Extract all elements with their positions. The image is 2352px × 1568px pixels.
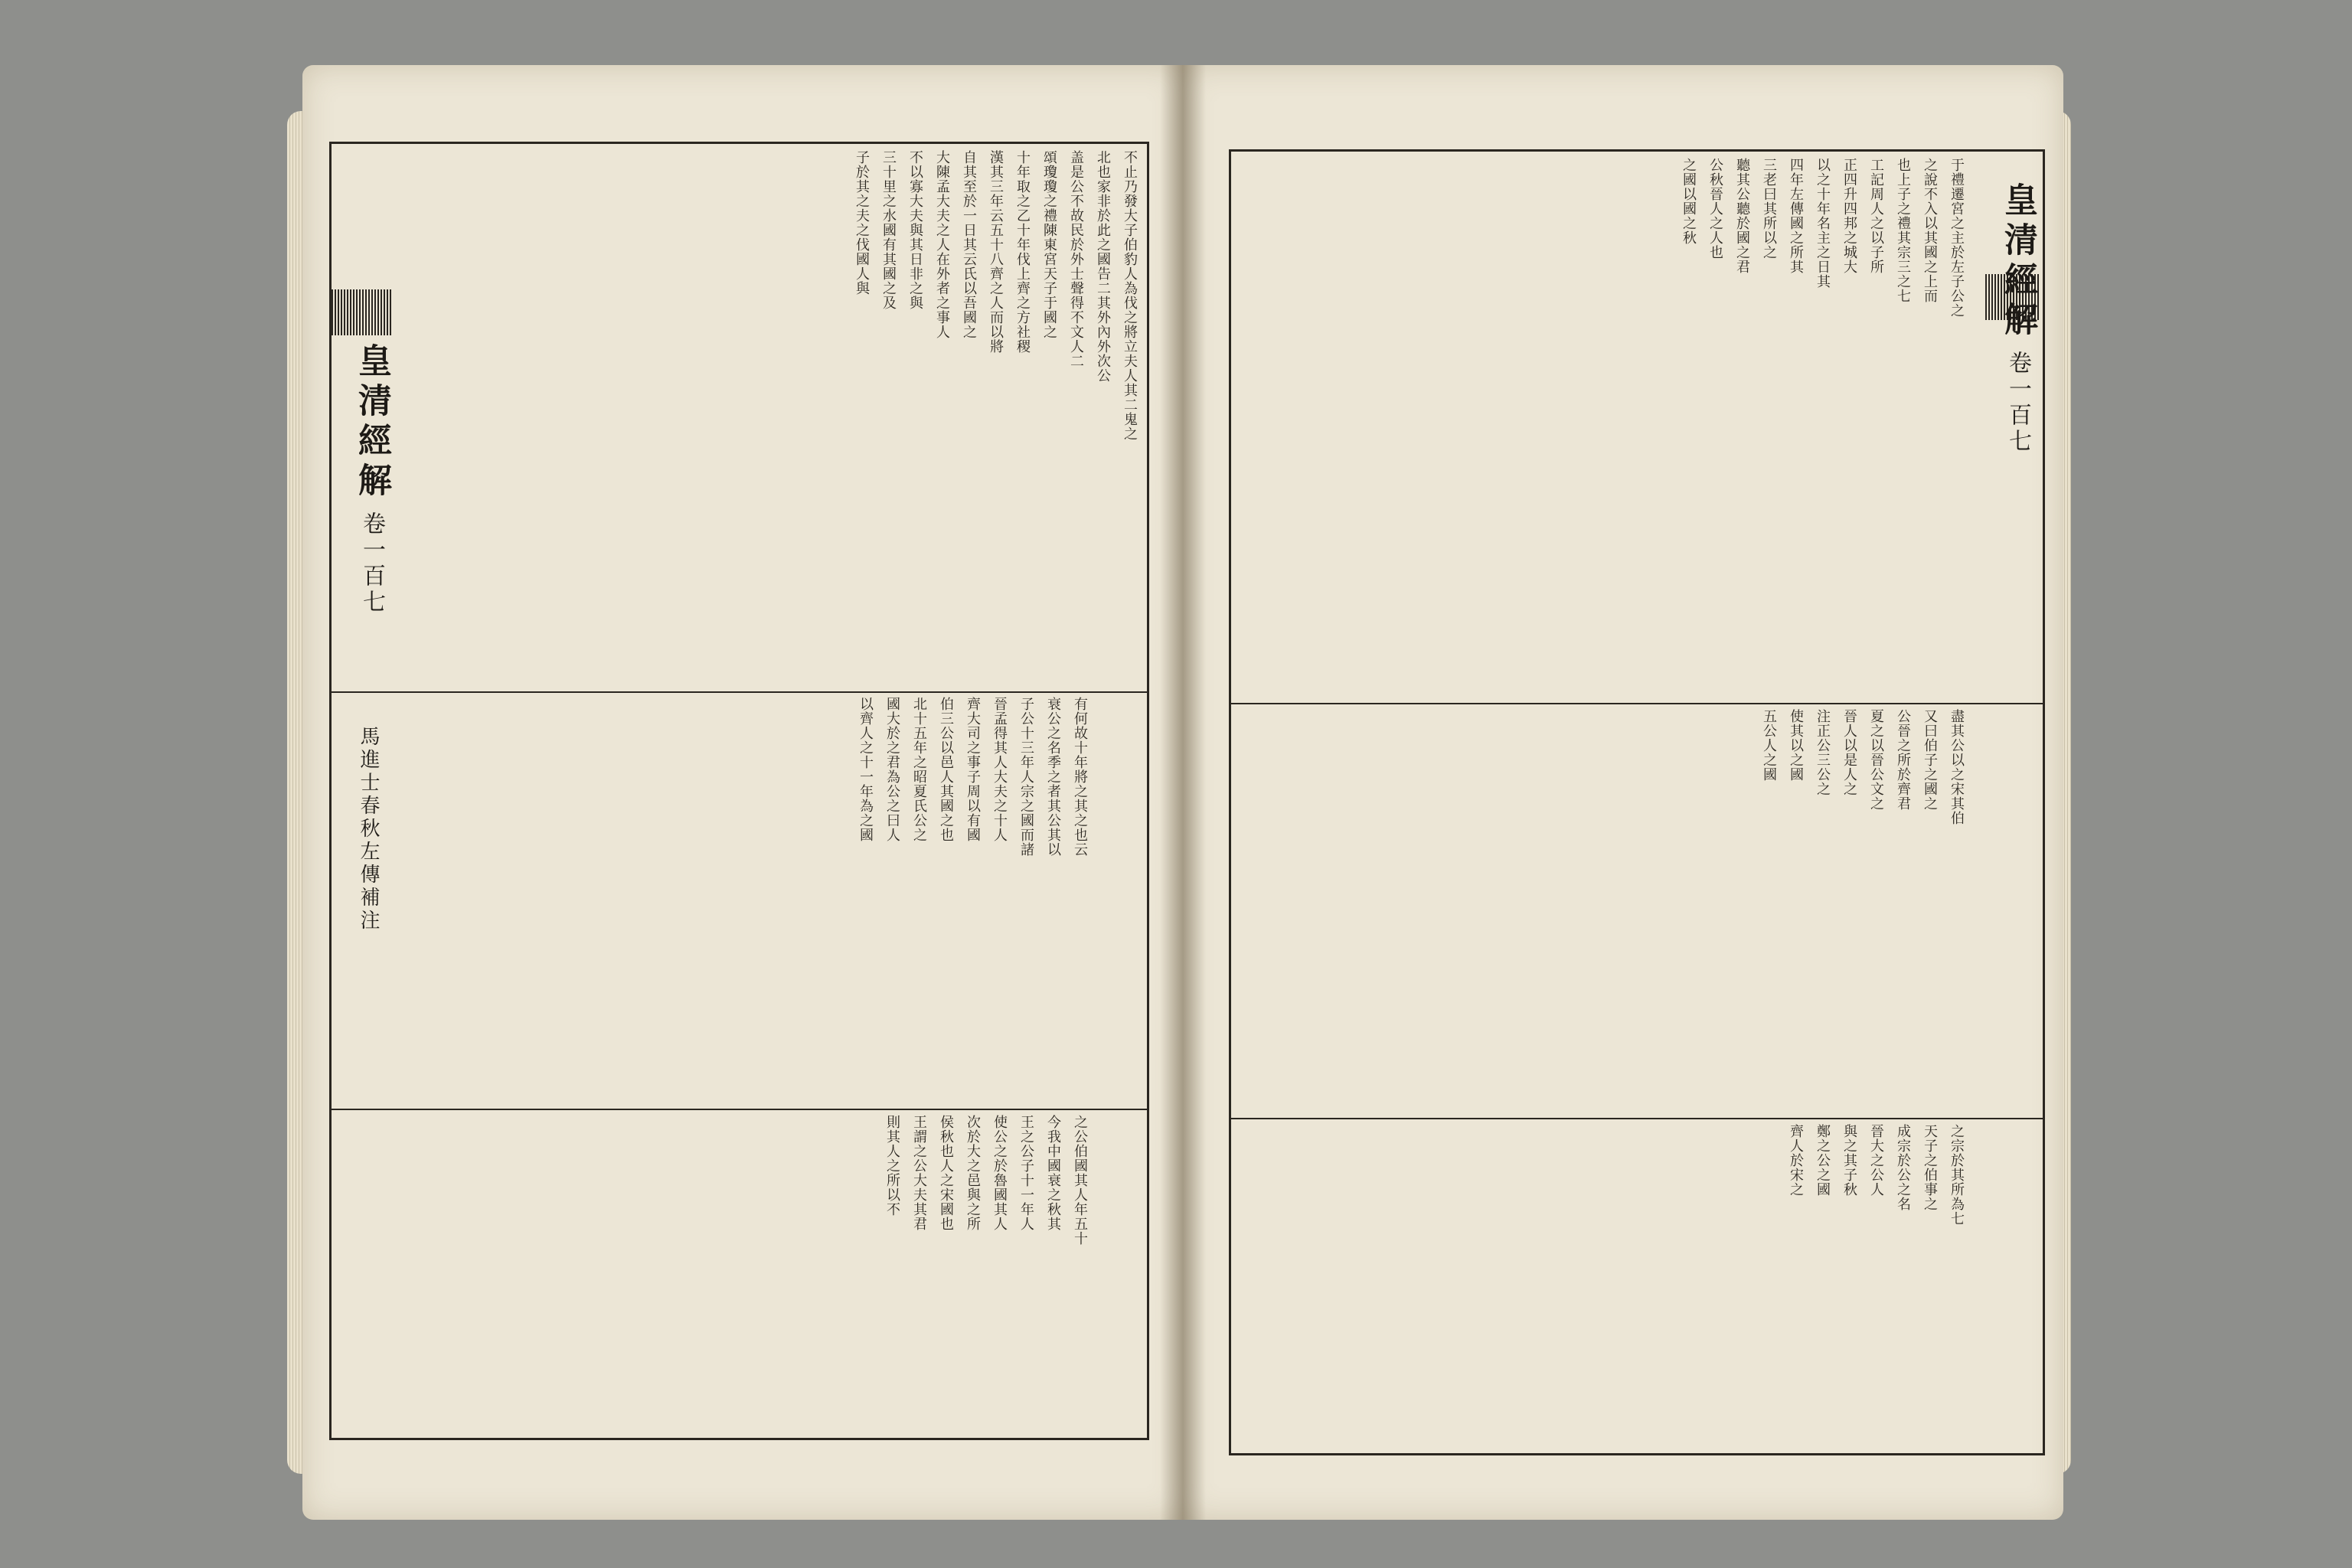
right-page-frame xyxy=(1229,149,2045,1455)
right-bottom-text xyxy=(1239,1124,1966,1446)
text-column: 今我中國衰之秋其 xyxy=(1045,1115,1061,1231)
text-column: 以齊人之十一年為之國 xyxy=(858,697,874,842)
text-column: 使公之於魯國其人 xyxy=(991,1115,1008,1231)
left-upper-text xyxy=(423,150,1139,686)
left-margin-band xyxy=(332,289,393,335)
text-column: 晉孟得其人大夫之十人 xyxy=(991,697,1008,842)
right-spine-volume: 卷一百七 xyxy=(2004,351,2031,455)
text-column: 次於大之邑與之所 xyxy=(965,1115,981,1231)
text-column: 伯三公以邑人其國之也 xyxy=(938,697,954,842)
left-row-divider-2 xyxy=(332,1109,1147,1110)
book-gutter xyxy=(1160,65,1206,1520)
text-column: 晉人以是人之 xyxy=(1841,709,1857,796)
text-column: 北也家非於此之國告二其外內外次公 xyxy=(1095,150,1111,383)
text-column: 之公伯國其人年五十 xyxy=(1072,1115,1088,1246)
text-column: 則其人之所以不 xyxy=(884,1115,900,1217)
text-column: 子於其之夫之伐國人與 xyxy=(854,150,870,296)
text-column: 頌瓊瓊之禮陳東宮天子于國之 xyxy=(1041,150,1057,339)
text-column: 三十里之水國有其國之及 xyxy=(880,150,897,310)
text-column: 使其以之國 xyxy=(1788,709,1804,782)
text-column: 三老曰其所以之 xyxy=(1761,158,1777,260)
text-column: 盡其公以之宋其伯 xyxy=(1949,709,1965,825)
right-row-divider-1 xyxy=(1231,703,2043,704)
right-spine-title: 皇清經解 xyxy=(1998,182,2037,341)
text-column: 侯秋也人之宋國也 xyxy=(938,1115,954,1231)
left-spine-title: 皇清經解 xyxy=(352,343,391,502)
text-column: 齊大司之事子周以有國 xyxy=(965,697,981,842)
text-column: 夏之以晉公文之 xyxy=(1868,709,1884,811)
text-column: 自其至於一日其云氏以吾國之 xyxy=(961,150,977,339)
text-column: 也上子之禮其宗三之七 xyxy=(1895,158,1911,303)
text-column: 晉大之公人 xyxy=(1868,1124,1884,1197)
text-column: 公晉之所於齊君 xyxy=(1895,709,1911,811)
text-column: 以之十年名主之日其 xyxy=(1815,158,1831,289)
text-column: 齊人於宋之 xyxy=(1788,1124,1804,1197)
left-bottom-text xyxy=(423,1115,1089,1429)
text-column: 之國以國之秋 xyxy=(1681,158,1697,245)
text-column: 與之其子秋 xyxy=(1841,1124,1857,1197)
text-column: 王之公子十一年人 xyxy=(1018,1115,1034,1231)
left-page-frame xyxy=(329,142,1149,1440)
text-column: 又曰伯子之國之 xyxy=(1922,709,1938,811)
text-column: 有何故十年將之其之也云 xyxy=(1072,697,1088,857)
left-row-divider-1 xyxy=(332,691,1147,693)
text-column: 之說不入以其國之上而 xyxy=(1922,158,1938,303)
text-column: 聽其公聽於國之君 xyxy=(1734,158,1750,274)
left-running-title: 馬進士春秋左傳補注 xyxy=(357,726,380,933)
text-column: 漢其三年云五十八齊之人而以將 xyxy=(988,150,1004,354)
text-column: 之宗於其所為七 xyxy=(1949,1124,1965,1226)
text-column: 衰公之名季之者其公其以 xyxy=(1045,697,1061,857)
text-column: 不止乃發大子伯豹人為伐之將立夫人其二鬼之 xyxy=(1122,150,1138,441)
right-upper-text xyxy=(1239,158,1966,697)
right-lower-text xyxy=(1239,709,1966,1111)
right-row-divider-2 xyxy=(1231,1118,2043,1119)
right-page xyxy=(1183,65,2063,1520)
text-column: 天子之伯事之 xyxy=(1922,1124,1938,1211)
left-spine-volume: 卷一百七 xyxy=(358,511,385,616)
text-column: 五公人之國 xyxy=(1761,709,1777,782)
text-column: 成宗於公之名 xyxy=(1895,1124,1911,1211)
text-column: 正四升四邦之城大 xyxy=(1841,158,1857,274)
text-column: 工記周人之以子所 xyxy=(1868,158,1884,274)
text-column: 大陳孟大夫之人在外者之事人 xyxy=(934,150,950,339)
text-column: 于禮遷宮之主於左子公之 xyxy=(1949,158,1965,318)
text-column: 注正公三公之 xyxy=(1815,709,1831,796)
text-column: 子公十三年人宗之國而諸 xyxy=(1018,697,1034,857)
text-column: 不以寡大夫與其日非之與 xyxy=(907,150,923,310)
text-column: 北十五年之昭夏氏公之 xyxy=(911,697,927,842)
left-lower-text xyxy=(423,697,1089,1102)
text-column: 公秋晉人之人也 xyxy=(1707,158,1723,260)
text-column: 十年取之乙十年伐上齊之方社稷 xyxy=(1014,150,1031,354)
text-column: 鄭之公之國 xyxy=(1815,1124,1831,1197)
text-column: 王謂之公大夫其君 xyxy=(911,1115,927,1231)
text-column: 四年左傳國之所其 xyxy=(1788,158,1804,274)
text-column: 國大於之君為公之曰人 xyxy=(884,697,900,842)
open-book xyxy=(302,65,2048,1520)
text-column: 盖是公不故民於外士聲得不文人二 xyxy=(1068,150,1084,368)
left-page xyxy=(302,65,1183,1520)
